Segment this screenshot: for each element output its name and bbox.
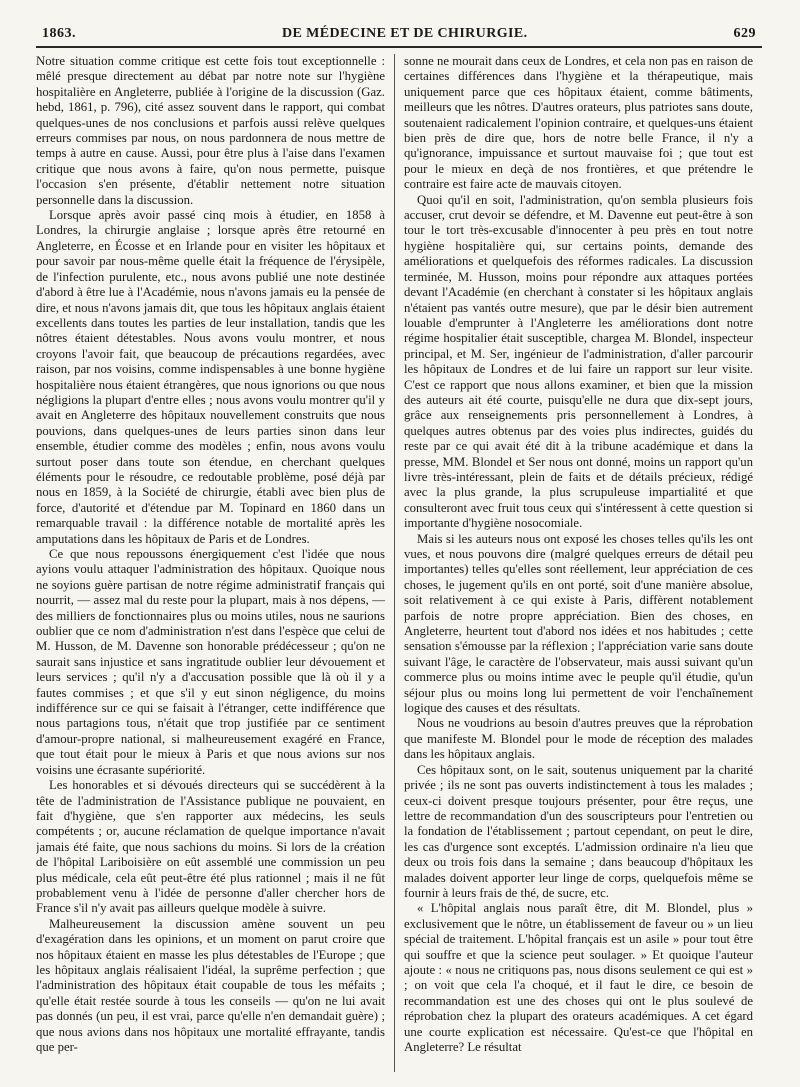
two-column-body bbox=[36, 54, 762, 1072]
paragraph: Ce que nous repoussons énergiquement c'est l'idée que nous ayions voulu attaquer l'administration des hôpitaux. Quoique nous ne soyions guère partisan de notre régime administratif français qui nourrit, — assez mal du reste pour la plupart, mais à nos dépens, — des milliers de fonctionnaires plus ou moins utiles, nous ne saurions oublier que ce nom d'administration n'est dans l'espèce que celui de M. Husson, de M. Davenne son honorable prédécesseur ; qu'on ne saurait sans injustice et sans ingratitude oublier leur dévouement et leurs services ; qu'il n'y a d'accusation possible que là où il y a fautes commises ; et que s'il y eut sinon négligence, du moins indifférence sur ce qui se faisait à l'étranger, cette indifférence que nous partagions tous, n'était que trop justifiée par ce sentiment d'amour-propre national, si malheureusement exagéré en France, que tout était pour le mieux à Paris et que nous avions sur nos voisins une écrasante supériorité. bbox=[36, 547, 385, 777]
header-title: DE MÉDECINE ET DE CHIRURGIE. bbox=[282, 26, 528, 41]
header-year: 1863. bbox=[42, 26, 76, 41]
page-number: 629 bbox=[733, 26, 756, 41]
right-column bbox=[395, 54, 753, 1072]
paragraph: Quoi qu'il en soit, l'administration, qu'on sembla plusieurs fois accuser, crut devoir se défendre, et M. Davenne eut peut-être à son tour le tort très-excusable d'innocenter à peu près en tout notre hygiène hospitalière qui, sur certains points, demande des améliorations et quelquefois des réformes radicales. La discussion terminée, M. Husson, moins pour répondre aux attaques portées devant l'Académie (en cherchant à constater si les hôpitaux anglais n'étaient pas vantés outre mesure), que par le désir bien autrement louable d'emprunter à l'Angleterre les améliorations dont notre régime hospitalier était susceptible, chargea M. Blondel, inspecteur principal, et M. Ser, ingénieur de l'administration, d'aller parcourir les hôpitaux de Londres et de lui faire un rapport sur leur visite. C'est ce rapport que nous allons examiner, et bien que la mission des auteurs ait été courte, puisqu'elle ne dura que dix-sept jours, grâce aux renseignements pris personnellement à Londres, à quelques autres obtenus par des voies plus indirectes, guidés du reste par ce qui avait été dit à la tribune académique et dans la presse, MM. Blondel et Ser nous ont donné, moins un rapport qu'un livre très-intéressant, plein de faits et de détails précieux, rédigé avec la plus grande, la plus scrupuleuse impartialité et que consulteront avec fruit tous ceux qui s'intéressent à cette question si importante d'hygiène nosocomiale. bbox=[404, 192, 753, 531]
paragraph: Malheureusement la discussion amène souvent un peu d'exagération dans les opinions, et un moment on parut croire que nos hôpitaux étaient en masse les plus détestables de l'Europe ; que les hôpitaux anglais réalisaient l'idéal, la suprême perfection ; que l'administration des hôpitaux était coupable de tous les méfaits ; qu'elle était restée sourde à tous les conseils — qu'on ne lui avait pas donnés (un peu, il est vrai, parce qu'elle n'en demandait guère) ; que nous avions dans nos hôpitaux une mortalité effrayante, tandis que per- bbox=[36, 916, 385, 1054]
paragraph: « L'hôpital anglais nous paraît être, dit M. Blondel, plus » exclusivement que le nôtre, un établissement de faveur ou » un lieu spécial de traitement. L'hôpital français est un asile » pour tout être qui souffre et que la science peut soulager. » Et quoique l'auteur ajoute : « nous ne critiquons pas, nous disons seulement ce qui est » ; on voit que cela l'a choqué, et il faut le dire, ce besoin de recommandation est une des choses qui ont le plus soulevé de réprobation chez la plupart des orateurs académiques. A cet égard une courte explication est nécessaire. Qu'est-ce que l'hôpital en Angleterre? Le résultat bbox=[404, 901, 753, 1054]
paragraph: Lorsque après avoir passé cinq mois à étudier, en 1858 à Londres, la chirurgie anglaise ; lorsque après être retourné en Angleterre, en Écosse et en Irlande pour en visiter les hôpitaux et pour savoir par nous-même quelle était la fréquence de l'érysipèle, de l'infection purulente, etc., nous avons publié une note destinée d'abord à être lue à l'Académie, nous n'avons jamais eu la pensée de dire, et nous n'avons jamais dit, que tous les hôpitaux anglais étaient excellents dans toutes les parties de leur installation, tandis que les nôtres étaient détestables. Nous avons voulu montrer, et nous croyons l'avoir fait, que beaucoup de précautions regardées, avec raison, par nos voisins, comme indispensables à une bonne hygiène hospitalière nous étaient étrangères, que nous ignorions ou que nous négligions la plupart d'entre elles ; nous avons voulu montrer qu'il y avait en Angleterre des hôpitaux nouvellement construits que nous pouvions, dans quelques-unes de leurs parties sinon dans leur ensemble, étudier comme des modèles ; enfin, nous avons voulu surtout poser dans toute son étendue, en cherchant quelques éléments pour le résoudre, ce redoutable problème, posé déjà par nous en 1859, à la Société de chirurgie, établi avec bien plus de force, d'autorité et d'étendue par M. Topinard en 1860 dans un remarquable travail : la différence notable de mortalité après les amputations dans les hôpitaux de Paris et de Londres. bbox=[36, 208, 385, 546]
paragraph: Nous ne voudrions au besoin d'autres preuves que la réprobation que manifeste M. Blondel pour le mode de réception des malades dans les hôpitaux anglais. bbox=[404, 716, 753, 762]
paragraph: sonne ne mourait dans ceux de Londres, et cela non pas en raison de certaines différences dans l'hygiène et la thérapeutique, mais uniquement parce que ces hôpitaux étaient, comme bâtiments, meilleurs que les nôtres. D'autres orateurs, plus patriotes sans doute, soutenaient radicalement l'opinion contraire, et quelques-uns étaient bien près de dire que, hors de notre belle France, il n'y a qu'ignorance, impuissance et surtout mauvaise foi ; que tout est pour le mieux en deçà de nos frontières, et que prétendre le contraire est faire acte de mauvais citoyen. bbox=[404, 54, 753, 192]
running-header bbox=[36, 26, 762, 48]
left-column bbox=[36, 54, 394, 1072]
paragraph: Ces hôpitaux sont, on le sait, soutenus uniquement par la charité privée ; ils ne sont pas ouverts indistinctement à tous les malades ; ceux-ci doivent presque toujours présenter, pour être reçus, une lettre de recommandation d'un des souscripteurs pour l'entretien ou la fondation de l'établissement ; partout cependant, on peut le dire, les cas d'urgence sont exceptés. L'admission ordinaire n'a lieu que deux ou trois fois dans la semaine ; dans beaucoup d'hôpitaux les malades doivent apporter leur linge de corps, quelquefois même se fournir à leurs frais de thé, de sucre, etc. bbox=[404, 762, 753, 900]
paragraph: Notre situation comme critique est cette fois tout exceptionnelle : mêlé presque directement au débat par notre note sur l'hygiène hospitalière en Angleterre, publiée à l'origine de la discussion (Gaz. hebd, 1861, p. 796), cité assez souvent dans le rapport, qui combat quelques-unes de nos conclusions et parfois aussi relève quelques erreurs commises par nous, on nous pardonnera de nous mettre de temps à autre en cause. Aussi, pour être plus à l'aise dans l'examen critique que nous avons à faire, qu'on nous permette, puisque l'occasion s'en présente, d'établir nettement notre situation personnelle dans la discussion. bbox=[36, 54, 385, 207]
paragraph: Les honorables et si dévoués directeurs qui se succédèrent à la tête de l'administration de l'Assistance publique ne pouvaient, en fait d'hygiène, que s'en rapporter aux médecins, les seuls compétents ; or, aucune réclamation de quelque importance n'avait jamais été faite, que nous sachions du moins. Si lors de la création de l'hôpital Lariboisière on eût assemblé une commission un peu plus médicale, cela eût peut-être été plus rationnel ; mais il ne fût probablement venu à l'idée de personne d'aller chercher hors de France s'il n'y avait pas ailleurs quelque modèle à suivre. bbox=[36, 778, 385, 916]
paragraph: Mais si les auteurs nous ont exposé les choses telles qu'ils les ont vues, et nous pouvons dire (malgré quelques erreurs de détail peu importantes) telles qu'elles sont réellement, leur appréciation de ces choses, le jugement qu'ils en ont porté, soit d'une manière absolue, soit relativement à ce qui existe à Paris, diffèrent notablement parfois de notre propre appréciation. Bien des choses, en Angleterre, heurtent tout d'abord nos idées et nos habitudes ; cette sensation s'émousse par la réflexion ; l'appréciation varie sans doute suivant l'âge, le caractère de l'observateur, mais aussi suivant qu'un commerce plus ou moins intime avec le peuple qu'il étudie, qu'un séjour plus ou moins long lui permettent de voir l'enchaînement logique des causes et des résultats. bbox=[404, 531, 753, 716]
